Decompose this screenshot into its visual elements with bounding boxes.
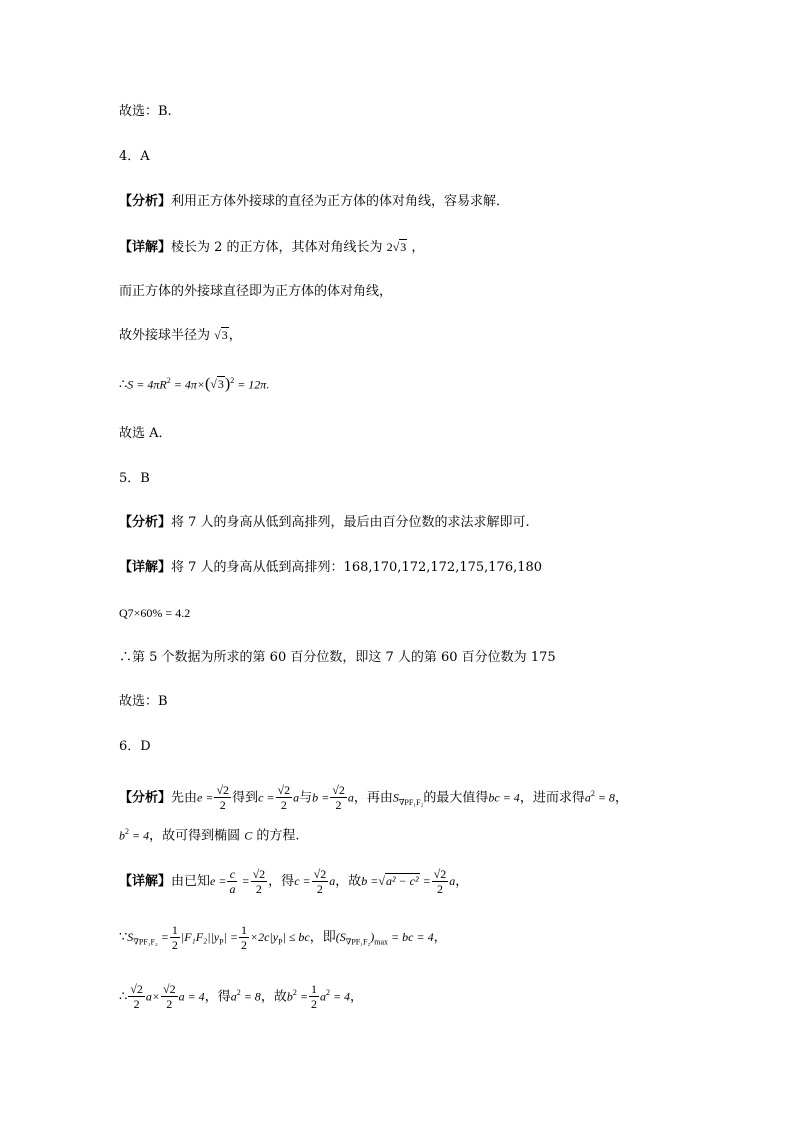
math-coef: 2 [386, 240, 393, 254]
analysis-tag: 【分析】 [119, 194, 172, 209]
line-analysis-6: 【分析】先由e = $\frac{√2}{2}$ 得到c = $\frac{√2}{2}$ a与b = $\frac{√2}{2}$ a，再由$S_{\nabla PF_1F_2}$的最大值得bc = 4，进而求得$a^2 = 8$， [119, 783, 628, 813]
line-answer-5 [119, 693, 168, 711]
line-question-5 [119, 470, 150, 488]
detail-text: 将 7 人的身高从低到高排列：168,170,172,172,175,176,180 [171, 560, 543, 575]
body-text: ∴第 5 个数据为所求的第 60 百分位数，即这 7 人的第 60 百分位数为 175 [119, 650, 556, 665]
line-answer-3 [119, 103, 172, 121]
line-solve-a: ∴ $\frac{√2}{2}$ a× $\frac{√2}{2}$ a = 4，得$a^2 = 8$，故$b^2$ = $\frac{1}{2}$ $a^2 = 4$， [119, 982, 364, 1012]
detail-tag: 【详解】 [119, 874, 172, 889]
question-number: 4．A [119, 149, 150, 164]
math-sqrt: √3 [392, 240, 407, 254]
question-number: 6．D [119, 739, 151, 754]
math-fraction: $\frac{1}{2}$ [171, 923, 178, 952]
analysis-text: 利用正方体外接球的直径为正方体的体对角线，容易求解． [171, 194, 510, 209]
math-sqrt: √3 [210, 377, 224, 392]
answer-text: 故选 A． [119, 426, 172, 441]
line-detail-6: 【详解】由已知e = $\frac{c}{a}$ = $\frac{√2}{2}$ ，得c = $\frac{√2}{2}$ a，故b =√a² − c² = $\frac{√2}{2}$ a， [119, 862, 468, 901]
line-radius [119, 326, 242, 345]
math-expr: = 12π. [234, 377, 270, 392]
body-text: 而正方体的外接球直径即为正方体的体对角线， [119, 284, 393, 299]
answer-text: 故选：B [119, 694, 168, 709]
detail-tag: 【详解】 [119, 560, 172, 575]
math-expr: Q7×60% = 4.2 [119, 606, 191, 620]
body-end: ， [228, 328, 242, 343]
line-question-6 [119, 738, 151, 756]
analysis-tag: 【分析】 [119, 790, 172, 806]
math-fraction: $\frac{√2}{2}$ [216, 783, 230, 813]
line-diameter [119, 283, 392, 301]
math-sqrt: √3 [214, 328, 228, 342]
line-question-4 [119, 148, 150, 166]
math-fraction: $\frac{√2}{2}$ [277, 783, 291, 813]
therefore-symbol: ∴ [119, 377, 128, 393]
line-percentile-calc [119, 604, 190, 623]
answer-text: 故选：B. [119, 104, 172, 119]
line-detail-4 [119, 238, 424, 257]
line-answer-4 [119, 425, 172, 443]
math-expr: = 4π× [170, 377, 205, 392]
line-surface-formula: ∴S = $4\pi R^2 = 4\pi\times(√3)^2 = 12\pi$. [119, 375, 270, 393]
math-fraction: $\frac{√2}{2}$ [252, 867, 266, 896]
math-fraction: $\frac{√2}{2}$ [162, 982, 176, 1012]
analysis-tag: 【分析】 [119, 515, 172, 530]
math-fraction: $\frac{c}{a}$ [229, 867, 236, 896]
line-analysis-6-cont: $b^2 = 4$，故可得到椭圆 C 的方程. [119, 827, 300, 844]
math-fraction: $\frac{1}{2}$ [241, 923, 247, 952]
line-detail-5 [119, 559, 542, 577]
math-fraction: $\frac{√2}{2}$ [313, 867, 327, 896]
line-analysis-4 [119, 193, 509, 211]
math-fraction: $\frac{√2}{2}$ [433, 867, 447, 896]
math-expr: S = 4πR [127, 377, 167, 392]
detail-text: 棱长为 2 的正方体，其体对角线长为 [171, 240, 387, 255]
analysis-text: 将 7 人的身高从低到高排列，最后由百分位数的求法求解即可. [171, 515, 530, 530]
detail-tag: 【详解】 [119, 240, 172, 255]
body-text: 故外接球半径为 [119, 328, 215, 343]
detail-end: ， [407, 240, 425, 255]
question-number: 5．B [119, 471, 150, 486]
math-fraction: $\frac{√2}{2}$ [332, 783, 345, 813]
math-fraction: $\frac{√2}{2}$ [130, 982, 143, 1012]
line-area-bound: $\because S_{\nabla PF_1F_2}$ = $\frac{1}{2}$ $|F_1F_2||y_P|$ = $\frac{1}{2}$ $\times 2c|y_P|$ ≤ bc，即$(S_{\nabla PF_1F_2})_{max}$ = bc = 4， [119, 923, 447, 952]
math-fraction: $\frac{1}{2}$ [310, 982, 317, 1012]
line-analysis-5 [119, 514, 530, 532]
line-percentile-result [119, 649, 556, 667]
math-sqrt: √a² − c² [378, 874, 419, 888]
